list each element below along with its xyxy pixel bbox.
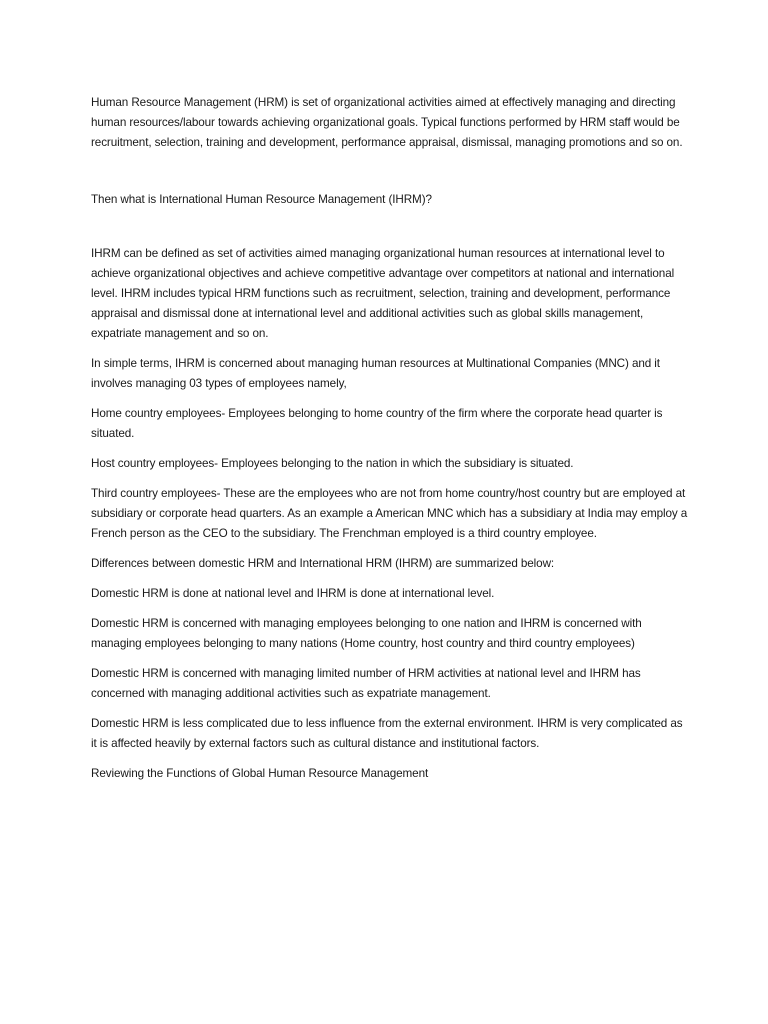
paragraph-ihrm-simple-terms: In simple terms, IHRM is concerned about managing human resources at Multinational Companies (MNC) and it involves managing 03 types of employees namely,	[91, 357, 660, 390]
paragraph-reviewing-functions: Reviewing the Functions of Global Human Resource Management	[91, 767, 429, 780]
document-page	[91, 93, 691, 784]
paragraph-home-country-employees: Home country employees- Employees belonging to home country of the firm where the corporate head quarter is situated.	[91, 407, 663, 440]
paragraph-hrm-definition: Human Resource Management (HRM) is set of organizational activities aimed at effectively managing and directing human resources/labour towards achieving organizational goals. Typical functions performed by HRM staff would be recruitment, selection, training and development, performance appraisal, dismissal, managing promotions and so on.	[91, 96, 683, 149]
paragraph-difference-level: Domestic HRM is done at national level and IHRM is done at international level.	[91, 587, 495, 600]
paragraph-difference-activities: Domestic HRM is concerned with managing limited number of HRM activities at national level and IHRM has concerned with managing additional activities such as expatriate management.	[91, 667, 641, 700]
paragraph-third-country-employees: Third country employees- These are the employees who are not from home country/host country but are employed at subsidiary or corporate head quarters. As an example a American MNC which has a subsidiary at India may employ a French person as the CEO to the subsidiary. The Frenchman employed is a third country employee.	[91, 487, 688, 540]
paragraph-ihrm-question: Then what is International Human Resource Management (IHRM)?	[91, 193, 432, 206]
paragraph-ihrm-definition: IHRM can be defined as set of activities aimed managing organizational human resources at international level to achieve organizational objectives and achieve competitive advantage over competitors at national and international level. IHRM includes typical HRM functions such as recruitment, selection, training and development, performance appraisal and dismissal done at international level and additional activities such as global skills management, expatriate management and so on.	[91, 247, 675, 340]
paragraph-host-country-employees: Host country employees- Employees belonging to the nation in which the subsidiary is situated.	[91, 457, 574, 470]
paragraph-difference-complexity: Domestic HRM is less complicated due to less influence from the external environment. IHRM is very complicated as it is affected heavily by external factors such as cultural distance and institutional factors.	[91, 717, 683, 750]
paragraph-differences-intro: Differences between domestic HRM and International HRM (IHRM) are summarized below:	[91, 557, 555, 570]
paragraph-difference-nations: Domestic HRM is concerned with managing employees belonging to one nation and IHRM is concerned with managing employees belonging to many nations (Home country, host country and third country employees)	[91, 617, 642, 650]
